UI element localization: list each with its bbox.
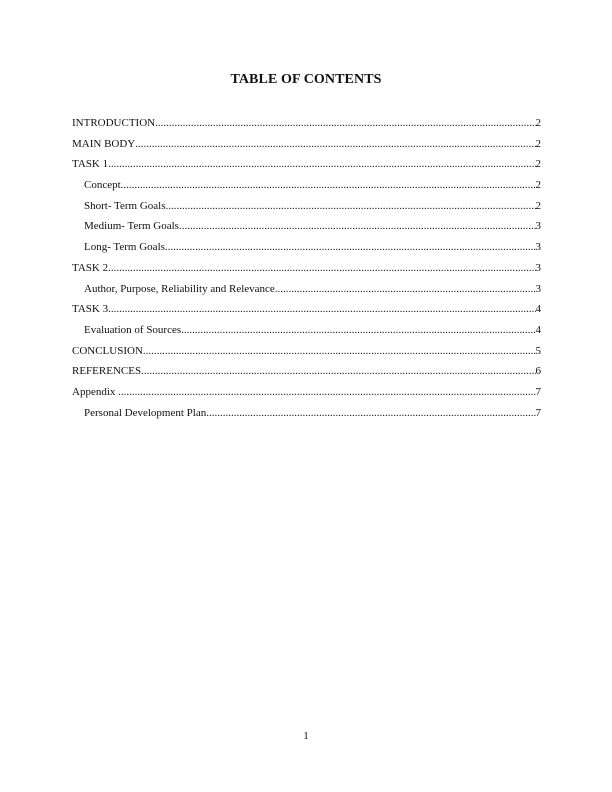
toc-entry-personal-development-plan[interactable] <box>72 406 541 427</box>
toc-entry-label: Personal Development Plan <box>84 406 207 419</box>
toc-entry-page: 4 <box>535 323 541 336</box>
toc-entry-page: 2 <box>535 199 541 212</box>
toc-entry-label: INTRODUCTION <box>72 117 156 129</box>
toc-entry-label: CONCLUSION <box>72 344 143 357</box>
dot-leader <box>108 302 535 316</box>
toc-entry-label: Long- Term Goals <box>84 241 165 254</box>
dot-leader <box>166 199 536 213</box>
toc-entry-label: Evaluation of Sources <box>84 323 182 336</box>
toc-entry-medium-term-goals[interactable] <box>72 219 541 240</box>
dot-leader <box>275 282 536 296</box>
toc-entry-evaluation-of-sources[interactable] <box>72 323 541 344</box>
dot-leader <box>165 240 536 254</box>
toc-entry-label: TASK 1 <box>72 158 109 171</box>
toc-entry-page: 2 <box>535 117 541 129</box>
toc-entry-long-term-goals[interactable] <box>72 240 541 261</box>
toc-entry-page: 6 <box>535 365 541 378</box>
toc-entry-label: Concept <box>84 179 121 192</box>
toc-entry-page: 3 <box>535 241 541 254</box>
toc-entry-page: 3 <box>535 220 541 233</box>
toc-entry-page: 4 <box>535 303 541 316</box>
dot-leader <box>141 364 535 378</box>
dot-leader <box>179 219 536 233</box>
page-number: 1 <box>303 730 309 742</box>
toc-entry-label: Appendix <box>72 385 119 398</box>
table-of-contents <box>72 116 541 426</box>
toc-entry-page: 7 <box>535 385 541 398</box>
toc-entry-page: 2 <box>535 137 541 150</box>
toc-entry-page: 3 <box>535 282 541 295</box>
dot-leader <box>206 406 535 420</box>
toc-entry-label: Medium- Term Goals <box>84 220 179 233</box>
toc-entry-label: TASK 3 <box>72 303 109 316</box>
toc-entry-page: 2 <box>535 158 541 171</box>
toc-entry-short-term-goals[interactable] <box>72 199 541 220</box>
toc-heading: TABLE OF CONTENTS <box>230 72 382 87</box>
toc-entry-author-purpose-reliability-relevance[interactable] <box>72 282 541 303</box>
toc-entry-main-body[interactable] <box>72 137 541 158</box>
dot-leader <box>135 137 535 151</box>
toc-entry-appendix[interactable] <box>72 385 541 406</box>
toc-entry-task-1[interactable] <box>72 157 541 178</box>
toc-entry-label: Author, Purpose, Reliability and Relevance <box>84 282 275 295</box>
toc-entry-task-2[interactable] <box>72 261 541 282</box>
toc-entry-conclusion[interactable] <box>72 344 541 365</box>
toc-entry-label: TASK 2 <box>72 261 109 274</box>
toc-entry-label: Short- Term Goals <box>84 199 166 212</box>
toc-entry-concept[interactable] <box>72 178 541 199</box>
toc-entry-page: 5 <box>535 344 541 357</box>
dot-leader <box>121 178 536 192</box>
toc-entry-label: MAIN BODY <box>72 137 136 150</box>
dot-leader <box>143 344 536 358</box>
toc-entry-page: 3 <box>535 261 541 274</box>
toc-entry-page: 7 <box>535 406 541 419</box>
toc-entry-task-3[interactable] <box>72 302 541 323</box>
dot-leader <box>108 261 535 275</box>
toc-entry-page: 2 <box>535 179 541 192</box>
dot-leader <box>108 157 535 171</box>
dot-leader <box>181 323 535 337</box>
dot-leader <box>118 385 535 399</box>
toc-entry-label: REFERENCES <box>72 365 142 378</box>
toc-entry-introduction[interactable] <box>72 116 541 137</box>
toc-entry-references[interactable] <box>72 364 541 385</box>
dot-leader <box>155 116 535 130</box>
